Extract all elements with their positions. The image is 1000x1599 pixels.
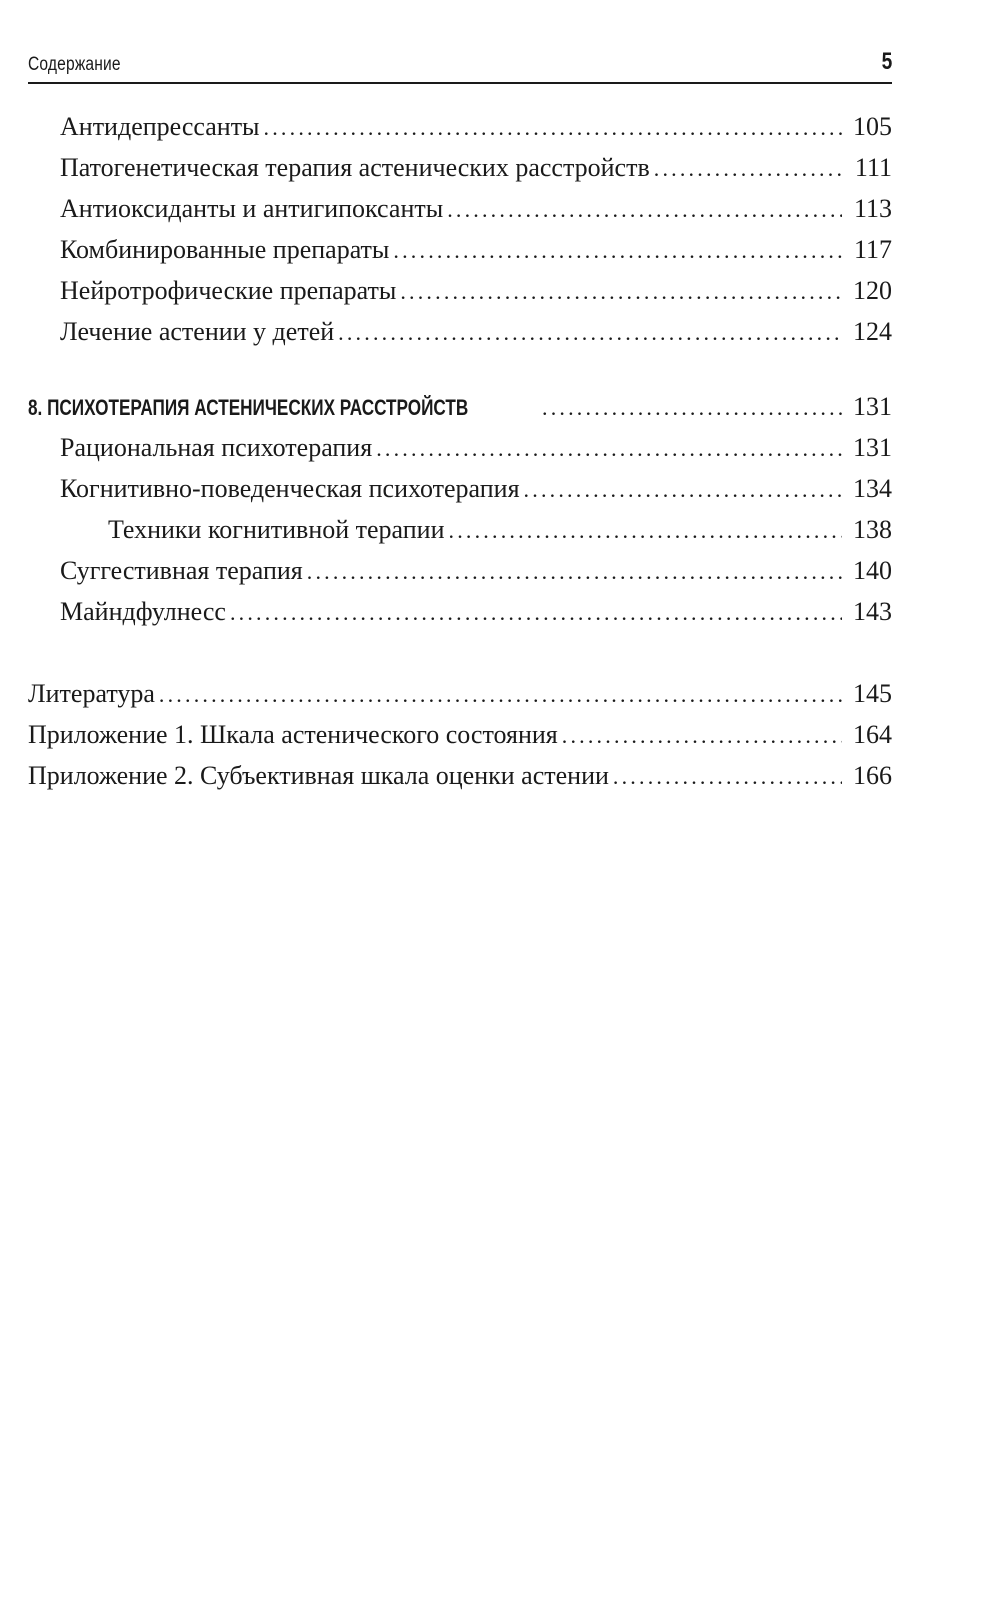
- toc-entry[interactable]: [60, 274, 892, 309]
- toc-entry-title: Антидепрессанты: [60, 112, 260, 141]
- toc-entry[interactable]: [60, 595, 892, 630]
- leader-dots: [338, 316, 842, 350]
- toc-entry-page: 124: [853, 317, 892, 346]
- leader-dots: [654, 152, 842, 186]
- toc-entry[interactable]: [60, 315, 892, 350]
- toc-entry-title: Майндфулнесс: [60, 597, 226, 626]
- toc-entry-page: 117: [853, 235, 892, 264]
- toc-entry-title: Когнитивно-поведенческая психотерапия: [60, 474, 520, 503]
- leader-dots: [264, 111, 842, 145]
- toc-entry-title: Техники когнитивной терапии: [108, 515, 445, 544]
- toc-entry[interactable]: [60, 431, 892, 466]
- page-number: 5: [881, 48, 892, 75]
- leader-dots: [376, 432, 842, 466]
- leader-dots: [447, 193, 842, 227]
- leader-dots: [524, 473, 842, 507]
- toc-chapter-heading[interactable]: [28, 390, 892, 425]
- leader-dots: [307, 555, 842, 589]
- toc-entry[interactable]: [60, 233, 892, 268]
- leader-dots: [613, 760, 842, 794]
- toc-entry-page: 120: [853, 276, 892, 305]
- toc-entry-title: Антиоксиданты и антигипоксанты: [60, 194, 444, 223]
- toc-entry-title: Нейротрофические препараты: [60, 276, 397, 305]
- toc-entry-page: 143: [853, 597, 892, 626]
- leader-dots: [449, 514, 843, 548]
- leader-dots: [562, 719, 842, 753]
- toc-entry-title: Лечение астении у детей: [60, 317, 335, 346]
- toc-entry[interactable]: [60, 151, 892, 186]
- toc-entry[interactable]: [60, 472, 892, 507]
- toc-entry-page: 131: [853, 433, 892, 462]
- toc-entry-page: 166: [853, 761, 892, 790]
- toc-chapter-label-wrap: [28, 390, 538, 425]
- leader-dots: [230, 596, 842, 630]
- toc-entry-page: 113: [853, 194, 892, 223]
- toc-entry-page: 111: [854, 153, 892, 182]
- toc-entry-page: 164: [853, 720, 892, 749]
- toc-entry-page: 145: [853, 679, 892, 708]
- leader-dots: [159, 678, 842, 712]
- toc-subentry[interactable]: [108, 513, 892, 548]
- toc-entry-title: Приложение 1. Шкала астенического состояния: [28, 720, 558, 749]
- leader-dots: [400, 275, 842, 309]
- toc-chapter-title: 8. ПСИХОТЕРАПИЯ АСТЕНИЧЕСКИХ РАССТРОЙСТВ: [28, 395, 469, 420]
- running-head: [28, 48, 892, 84]
- toc-entry[interactable]: [28, 677, 892, 712]
- toc-entry-title: Рациональная психотерапия: [60, 433, 373, 462]
- toc-entry-title: Литература: [28, 679, 155, 708]
- toc-entry-page: 105: [853, 112, 892, 141]
- toc-entry-title: Патогенетическая терапия астенических расстройств: [60, 153, 650, 182]
- toc-entry-title: Суггестивная терапия: [60, 556, 303, 585]
- leader-dots: [393, 234, 842, 268]
- toc-entry-page: 140: [853, 556, 892, 585]
- running-head-title: Содержание: [28, 54, 121, 75]
- toc-entry[interactable]: [60, 554, 892, 589]
- toc-entry[interactable]: [60, 192, 892, 227]
- toc-entry[interactable]: [28, 759, 892, 794]
- toc-entry[interactable]: [60, 110, 892, 145]
- toc-entry-page: 134: [853, 474, 892, 503]
- toc-entry-page: 138: [853, 515, 892, 544]
- toc-entry-title: Комбинированные препараты: [60, 235, 390, 264]
- leader-dots: [542, 391, 842, 425]
- toc-entry-title: Приложение 2. Субъективная шкала оценки астении: [28, 761, 609, 790]
- toc-chapter-page: 131: [853, 392, 892, 421]
- toc-entry[interactable]: [28, 718, 892, 753]
